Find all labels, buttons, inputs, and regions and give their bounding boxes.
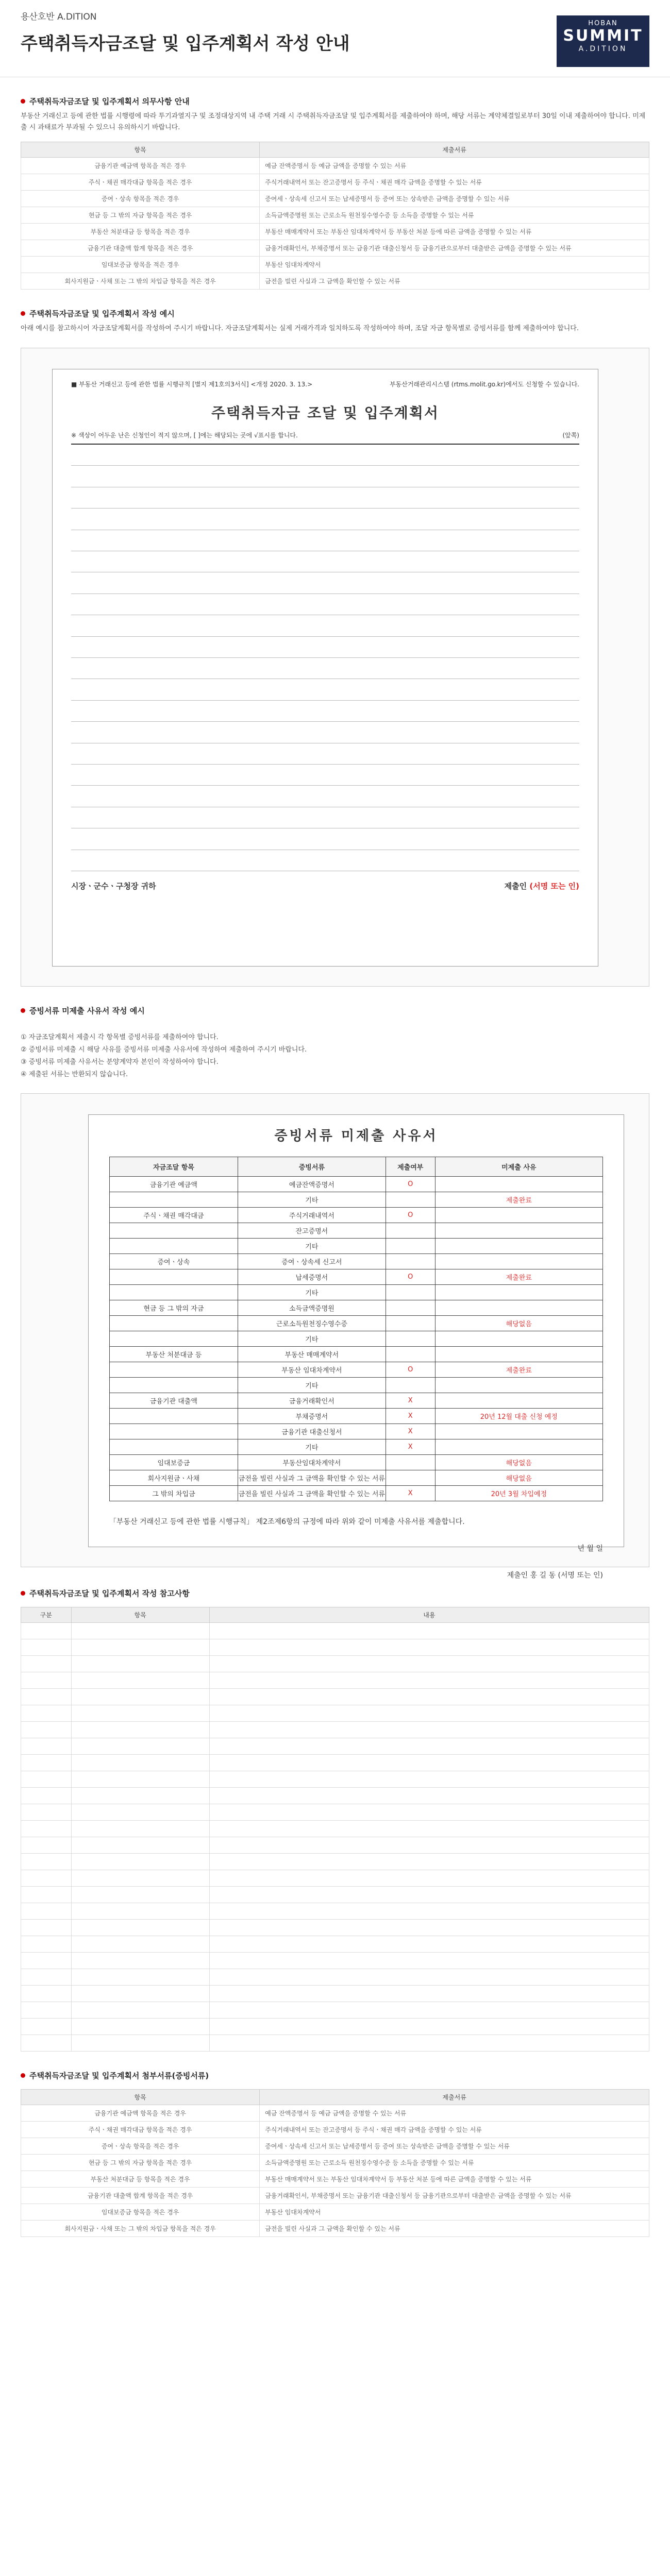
table-row: 부동산 처분대금 등 항목을 적은 경우 부동산 매매계약서 또는 부동산 임대차계약서 등 부동산 처분 등에 따른 금액을 증명할 수 있는 서류 <box>21 2171 649 2188</box>
table-row <box>21 1887 649 1903</box>
table-row: 현금 등 그 밖의 자금 소득금액증명원 <box>110 1300 603 1316</box>
form-title: 주택취득자금 조달 및 입주계획서 <box>211 404 439 421</box>
table-row: 증여ㆍ상속 증여ㆍ상속세 신고서 <box>110 1254 603 1269</box>
table-row: 증여ㆍ상속 항목을 적은 경우 증여세ㆍ상속세 신고서 또는 납세증명서 등 증여 또는 상속받은 금액을 증명할 수 있는 서류 <box>21 2138 649 2155</box>
table-row: 기타 <box>110 1378 603 1393</box>
table-row: 금융기관 대출액 합계 항목을 적은 경우 금융거래확인서, 부채증명서 또는 금융기관 대출신청서 등 금융기관으로부터 대출받은 금액을 증명할 수 있는 서류 <box>21 240 649 257</box>
form-row <box>71 658 579 679</box>
table-row: 부동산 처분대금 등 항목을 적은 경우 부동산 매매계약서 또는 부동산 임대차계약서 등 부동산 처분 등에 따른 금액을 증명할 수 있는 서류 <box>21 224 649 240</box>
form-row <box>71 509 579 530</box>
table-row: 근로소득원천징수영수증 해당없음 <box>110 1316 603 1331</box>
table-row: 임대보증금 부동산임대차계약서 해당없음 <box>110 1455 603 1470</box>
table-row: 임대보증금 항목을 적은 경우 부동산 임대차계약서 <box>21 2204 649 2221</box>
table-row <box>21 1821 649 1837</box>
table-row <box>21 1656 649 1672</box>
form-row <box>71 637 579 658</box>
table-row: 그 밖의 차입금 금전을 빌린 사실과 그 금액을 확인할 수 있는 서류 X 20년 3월 차입예정 <box>110 1486 603 1501</box>
obligation-text: 부동산 거래신고 등에 관한 법률 시행령에 따라 투기과열지구 및 조정대상지역 내 주택 거래 시 주택취득자금조달 및 입주계획서를 제출하여야 하며, 해당 서류는 계약체결일로부터 30일 이내 제출하여야 합니다. 미제출 시 과태료가 부과될 수 있으니 유의하시기 바랍니다. <box>21 112 646 131</box>
table-row <box>21 1705 649 1722</box>
table-row: 금융기관 대출액 합계 항목을 적은 경우 금융거래확인서, 부채증명서 또는 금융기관 대출신청서 등 금융기관으로부터 대출받은 금액을 증명할 수 있는 서류 <box>21 2188 649 2204</box>
table-row: 잔고증명서 <box>110 1223 603 1239</box>
section-title-obligation: 주택취득자금조달 및 입주계획서 의무사항 안내 <box>21 96 649 107</box>
table-row: 주식ㆍ채권 매각대금 주식거래내역서 O <box>110 1208 603 1223</box>
table-row <box>21 2019 649 2035</box>
form-office: 시장ㆍ군수ㆍ구청장 귀하 <box>71 882 156 891</box>
table-row <box>21 1936 649 1953</box>
table-row: 납세증명서 O 제출완료 <box>110 1269 603 1285</box>
evidence-notes: ① 자금조달계획서 제출시 각 항목별 증빙서류를 제출하여야 합니다. ② 증빙서류 미제출 시 해당 사유를 증빙서류 미제출 사유서에 작성하여 제출하여 주시기 바랍니다. ③ 증빙서류 미제출 사유서는 분양계약자 본인이 작성하여야 합니다. ④ 제출된 서류는 반환되지 않습니다. <box>21 1033 307 1078</box>
table-row <box>21 1837 649 1854</box>
table-row <box>21 1672 649 1689</box>
table-row: 기타 <box>110 1239 603 1254</box>
table-row <box>21 2002 649 2019</box>
table-row <box>21 1854 649 1870</box>
reference-table: 구분 항목 내용 <box>21 1607 649 2052</box>
table-row: 금융기관 예금액 항목을 적은 경우 예금 잔액증명서 등 예금 금액을 증명할 수 있는 서류 <box>21 2105 649 2122</box>
form-row <box>71 530 579 551</box>
form-row <box>71 551 579 572</box>
table-row <box>21 1953 649 1969</box>
form-row <box>71 743 579 765</box>
table-row <box>21 1771 649 1788</box>
table-row: 기타 X <box>110 1439 603 1455</box>
table-row: 주식ㆍ채권 매각대금 항목을 적은 경우 주식거래내역서 또는 잔고증명서 등 주식ㆍ채권 매각 금액을 증명할 수 있는 서류 <box>21 2122 649 2138</box>
form-row <box>71 850 579 871</box>
document-table: 항목 제출서류 금융기관 예금액 항목을 적은 경우 예금 잔액증명서 등 예금 금액을 증명할 수 있는 서류 주식ㆍ채권 매각대금 항목을 적은 경우 주식거래내역서 또는 잔고증명서 등 주식ㆍ채권 매각 금액을 증명할 수 있는 서류 증여ㆍ상속 항목을 적은 경우 증여세ㆍ상속세 신고서 또는 납세증명서 등 증여 또는 상속받은 금액을 증명할 수 있는 서류 현금 등 그 밖의 자금 항목을 적은 경우 소득금액증명원 또는 근로소득 원천징수영수증 등 소득을 증명할 수 있는 서류 부동산 처분대금 등 항목을 적은 경우 부동산 매매계약서 또는 부동산 임대차계약서 등 부동산 처분 등에 따른 금액을 증명할 수 있는 서류 금융기관 대출액 합계 항목을 적은 경우 금융거래확인서, 부채증명서 또는 금융기관 대출신청서 등 금융기관으로부터 대출받은 금액을 증명할 수 있는 서류 임대보증금 항목을 적은 경우 부동산 임대차계약서 회사지원금ㆍ사채 또는 그 밖의 차입금 항목을 적은 경우 금전을 빌린 사실과 그 금액을 확인할 수 있는 서류 <box>21 142 649 290</box>
table-row: 금융기관 예금액 항목을 적은 경우 예금 잔액증명서 등 예금 금액을 증명할 수 있는 서류 <box>21 158 649 174</box>
page-title: 주택취득자금조달 및 입주계획서 작성 안내 <box>21 33 350 54</box>
table-row: 금융기관 대출액 금융거래확인서 X <box>110 1393 603 1409</box>
table-row: 증여ㆍ상속 항목을 적은 경우 증여세ㆍ상속세 신고서 또는 납세증명서 등 증여 또는 상속받은 금액을 증명할 수 있는 서류 <box>21 191 649 207</box>
section-title-example: 주택취득자금조달 및 입주계획서 작성 예시 <box>21 308 649 319</box>
form-row <box>71 722 579 743</box>
form-grid <box>71 444 579 871</box>
form-example <box>21 348 649 987</box>
form-row <box>71 786 579 807</box>
brand-logo: HOBAN SUMMIT A.DITION <box>557 15 649 67</box>
table-row: 회사지원금ㆍ사채 금전을 빌린 사실과 그 금액을 확인할 수 있는 서류 해당없음 <box>110 1470 603 1486</box>
evidence-table: 자금조달 항목 증빙서류 제출여부 미제출 사유 금융기관 예금액 예금잔액증명서 O 기타 제출완료 주식ㆍ채권 매각대금 주식거래내역서 O 잔고증명서 기타 증여ㆍ상속 증여ㆍ상속세 신고서 납세증명서 O 제출완료 기타 현금 등 그 밖의 자금 소득금액증명원 근로소득원천징수영수증 해당없음 기타 부동산 처분대금 등 부동산 매매계약서 부동산 임대차계약서 O 제출완료 기타 금융기관 대출액 금융거래확인서 X 부채증명서 X 20년 12월 대출 신청 예정 금융기관 대출신청서 X 기타 X 임대보증금 부동산임대차계약서 해당없음 회사지원금ㆍ사채 금전을 빌린 사실과 그 금액을 확인할 수 있는 서류 해당없음 그 밖의 차입금 금전을 빌린 사실과 그 금액을 확인할 수 있는 서류 X 20년 3월 차입예정 <box>109 1157 603 1501</box>
table-row: 부동산 처분대금 등 부동산 매매계약서 <box>110 1347 603 1362</box>
table-row <box>21 1738 649 1755</box>
form-row <box>71 701 579 722</box>
table-row <box>21 1969 649 1986</box>
form-row <box>71 572 579 594</box>
section-title-reference: 주택취득자금조달 및 입주계획서 작성 참고사항 <box>21 1588 649 1599</box>
form-row <box>71 466 579 487</box>
table-row <box>21 1920 649 1936</box>
fund-plan-form: ■ 부동산 거래신고 등에 관한 법률 시행규칙 [별지 제1호의3서식] <개정 2020. 3. 13.> 부동산거래관리시스템 (rtms.molit.go.kr)에서도 신청할 수 있습니다. 주택취득자금 조달 및 입주계획서 ※ 색상이 어두운 난은 신청인이 적지 않으며, [ ]에는 해당되는 곳에 √표시를 합니다. (앞쪽) 시장ㆍ군수ㆍ구청장 귀하 제출인 (서명 또는 인) <box>52 369 598 967</box>
table-row <box>21 2035 649 2052</box>
table-row <box>21 1903 649 1920</box>
form-row <box>71 487 579 509</box>
project-subtitle: 용산호반 A.DITION <box>21 12 97 22</box>
table-row: 회사지원금ㆍ사채 또는 그 밖의 차입금 항목을 적은 경우 금전을 빌린 사실과 그 금액을 확인할 수 있는 서류 <box>21 273 649 290</box>
table-row: 금융기관 예금액 예금잔액증명서 O <box>110 1177 603 1192</box>
evidence-title: 증빙서류 미제출 사유서 <box>274 1128 438 1144</box>
evidence-example: 증빙서류 미제출 사유서 자금조달 항목 증빙서류 제출여부 미제출 사유 금융기관 예금액 예금잔액증명서 O 기타 제출완료 주식ㆍ채권 매각대금 주식거래내역서 O 잔고증명서 기타 증여ㆍ상속 증여ㆍ상속세 신고서 납세증명서 O 제출완료 기타 현금 등 그 밖의 자금 소득금액증명원 근로소득원천징수영수증 해당없음 기타 부동산 처분대금 등 부동산 매매계약서 부동산 임대차계약서 O 제출완료 기타 금융기관 대출액 금융거래확인서 X 부채증명서 X 20년 12월 대출 신청 예정 금융기관 대출신청서 X 기타 X 임대보증금 부동산임대차계약서 해당없음 회사지원금ㆍ사채 금전을 빌린 사실과 그 금액을 확인할 수 있는 서류 해당없음 그 밖의 차입금 금전을 빌린 사실과 그 금액을 확인할 수 있는 서류 X 20년 3월 차입예정 「부동산 거래신고 등에 관한 법률 시행규칙」 제2조제6항의 규정에 따라 위와 같이 미제출 사유서를 제출합니다. 년 월 일 제출인 홍 길 동 (서명 또는 인) <box>21 1093 649 1567</box>
form-row <box>71 765 579 786</box>
table-row <box>21 1788 649 1804</box>
table-row: 현금 등 그 밖의 자금 항목을 적은 경우 소득금액증명원 또는 근로소득 원천징수영수증 등 소득을 증명할 수 있는 서류 <box>21 207 649 224</box>
table-row: 기타 <box>110 1285 603 1300</box>
form-row <box>71 679 579 700</box>
table-row: 기타 <box>110 1331 603 1347</box>
form-row <box>71 615 579 636</box>
table-row: 회사지원금ㆍ사채 또는 그 밖의 차입금 항목을 적은 경우 금전을 빌린 사실과 그 금액을 확인할 수 있는 서류 <box>21 2221 649 2237</box>
table-row <box>21 1986 649 2002</box>
table-row: 기타 제출완료 <box>110 1192 603 1208</box>
table-row <box>21 1755 649 1771</box>
table-row: 주식ㆍ채권 매각대금 항목을 적은 경우 주식거래내역서 또는 잔고증명서 등 주식ㆍ채권 매각 금액을 증명할 수 있는 서류 <box>21 174 649 191</box>
table-row <box>21 1623 649 1639</box>
attachment-table: 항목 제출서류 금융기관 예금액 항목을 적은 경우 예금 잔액증명서 등 예금 금액을 증명할 수 있는 서류 주식ㆍ채권 매각대금 항목을 적은 경우 주식거래내역서 또는 잔고증명서 등 주식ㆍ채권 매각 금액을 증명할 수 있는 서류 증여ㆍ상속 항목을 적은 경우 증여세ㆍ상속세 신고서 또는 납세증명서 등 증여 또는 상속받은 금액을 증명할 수 있는 서류 현금 등 그 밖의 자금 항목을 적은 경우 소득금액증명원 또는 근로소득 원천징수영수증 등 소득을 증명할 수 있는 서류 부동산 처분대금 등 항목을 적은 경우 부동산 매매계약서 또는 부동산 임대차계약서 등 부동산 처분 등에 따른 금액을 증명할 수 있는 서류 금융기관 대출액 합계 항목을 적은 경우 금융거래확인서, 부채증명서 또는 금융기관 대출신청서 등 금융기관으로부터 대출받은 금액을 증명할 수 있는 서류 임대보증금 항목을 적은 경우 부동산 임대차계약서 회사지원금ㆍ사채 또는 그 밖의 차입금 항목을 적은 경우 금전을 빌린 사실과 그 금액을 확인할 수 있는 서류 <box>21 2089 649 2237</box>
table-row <box>21 1722 649 1738</box>
form-row <box>71 828 579 850</box>
page-header <box>0 0 670 77</box>
table-row <box>21 1639 649 1656</box>
table-row: 임대보증금 항목을 적은 경우 부동산 임대차계약서 <box>21 257 649 273</box>
table-row: 현금 등 그 밖의 자금 항목을 적은 경우 소득금액증명원 또는 근로소득 원천징수영수증 등 소득을 증명할 수 있는 서류 <box>21 2155 649 2171</box>
section-title-evidence: 증빙서류 미제출 사유서 작성 예시 <box>21 1005 649 1016</box>
table-row <box>21 1804 649 1821</box>
form-row <box>71 594 579 615</box>
table-row <box>21 1870 649 1887</box>
form-row <box>71 445 579 466</box>
section-title-attachments: 주택취득자금조달 및 입주계획서 첨부서류(증빙서류) <box>21 2070 649 2081</box>
table-row: 금융기관 대출신청서 X <box>110 1424 603 1439</box>
form-row <box>71 807 579 828</box>
table-row: 부동산 임대차계약서 O 제출완료 <box>110 1362 603 1378</box>
table-row <box>21 1689 649 1705</box>
table-row: 부채증명서 X 20년 12월 대출 신청 예정 <box>110 1409 603 1424</box>
example-text: 아래 예시를 참고하시어 자금조달계획서를 작성하여 주시기 바랍니다. 자금조달계획서는 실제 거래가격과 일치하도록 작성하여야 하며, 조달 자금 항목별로 증빙서류를 함께 제출하여야 합니다. <box>21 325 579 332</box>
